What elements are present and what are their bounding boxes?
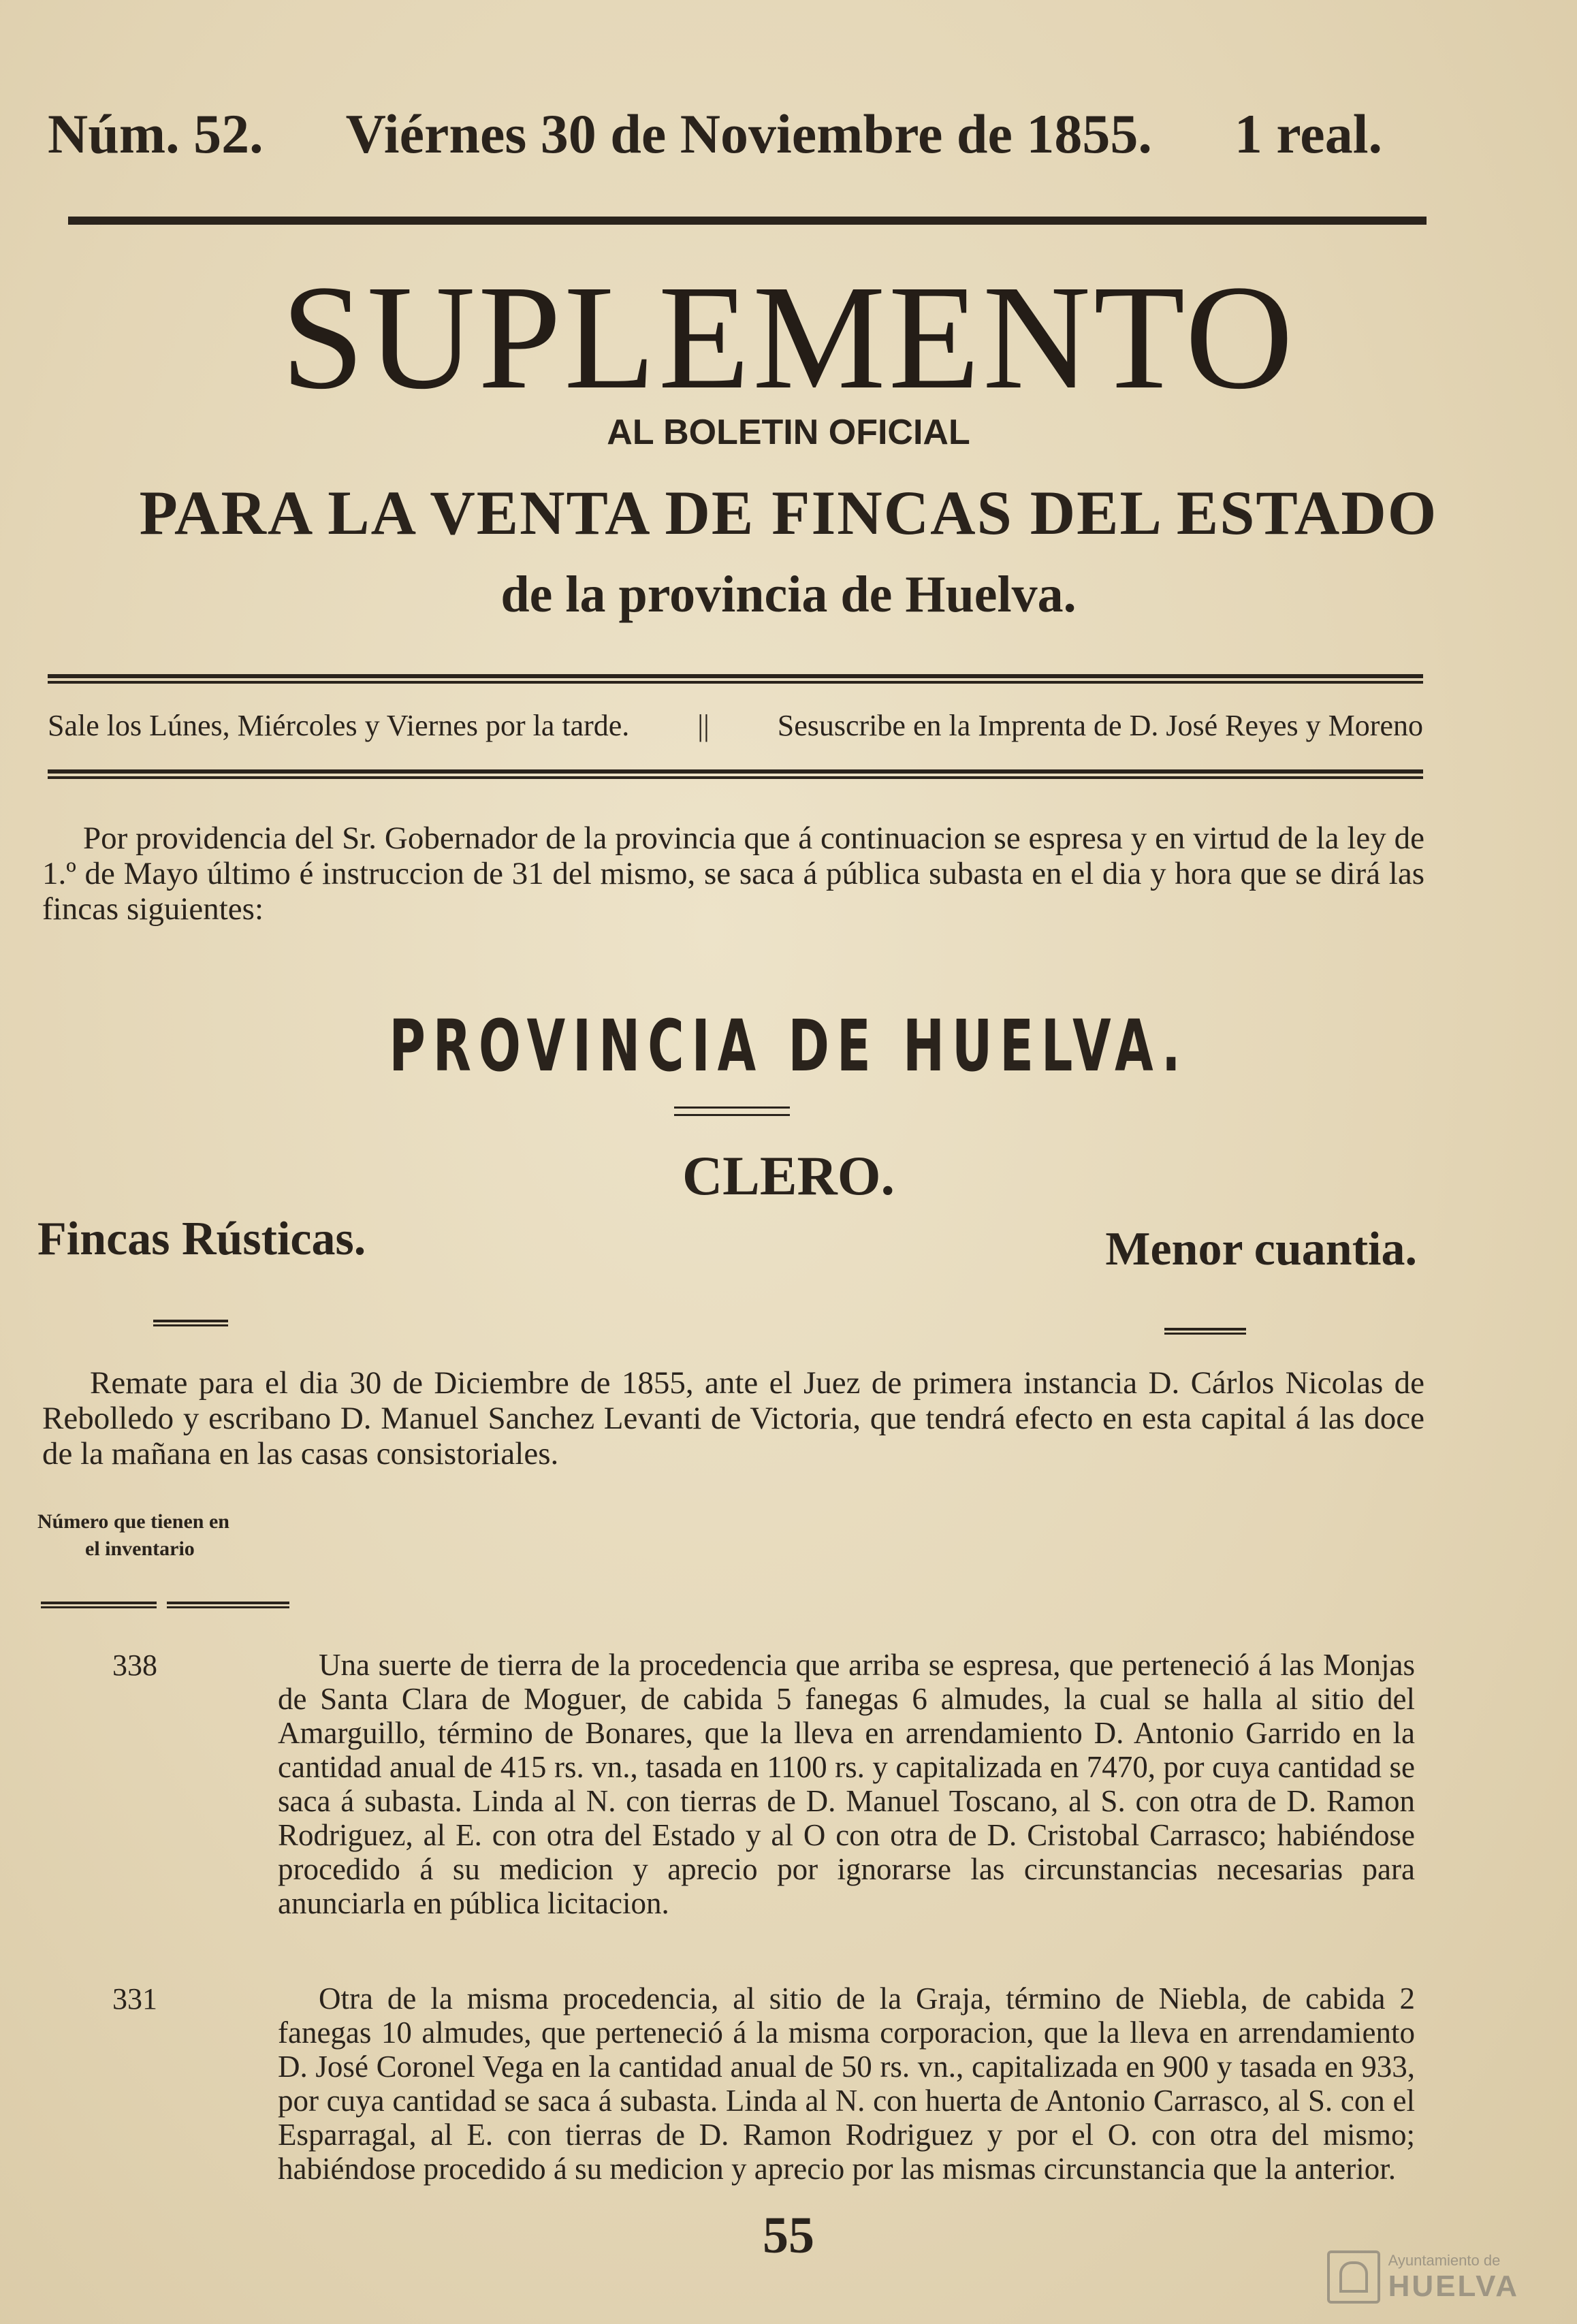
double-rule-bottom [48, 769, 1423, 779]
building-icon [1327, 2250, 1380, 2304]
inventory-label-line2: el inventario [85, 1538, 195, 1560]
ornament-rule-2 [1164, 1328, 1246, 1335]
entry-number: 338 [112, 1649, 157, 1682]
masthead [48, 102, 1382, 166]
intro-paragraph: Por providencia del Sr. Gobernador de la provincia que á continuacion se espresa y en virtud de la ley de 1.º de Mayo último é instruccion de 31 del mismo, se saca á pública subasta en el dia y hora que se dirá las fincas siguientes: [42, 821, 1424, 927]
masthead-rule [68, 217, 1427, 225]
publication-separator: || [697, 709, 710, 742]
venta-title: PARA LA VENTA DE FINCAS DEL ESTADO [139, 478, 1438, 547]
subtitle: AL BOLETIN OFICIAL [607, 413, 970, 452]
publication-subscribe: Sesuscribe en la Imprenta de D. José Reyes y Moreno [777, 709, 1423, 742]
watermark-logo [1327, 2250, 1519, 2304]
ornament-rule-1 [153, 1320, 228, 1326]
provincia-title: de la provincia de Huelva. [500, 566, 1077, 623]
inventory-rule-1 [41, 1602, 157, 1608]
logo-big-text: HUELVA [1388, 2270, 1519, 2303]
page-number: 55 [763, 2207, 814, 2264]
entry-text: Otra de la misma procedencia, al sitio de la Graja, término de Niebla, de cabida 2 fanegas 10 almudes, que perteneció á la misma corporacion, que la lleva en arrendamiento D. José Coronel Vega en la cantidad anual de 50 rs. vn., capitalizada en 900 y tasada en 933, por cuya cantidad se saca á subasta. Linda al N. con huerta de Antonio Carrasco, al S. con el Esparragal, al E. con tierras de D. Ramon Rodriguez y por el O. con otra del mismo; habiéndose procedido á su medicion y aprecio por las mismas circunstancia que la anterior. [278, 1981, 1415, 2186]
inventory-label-line1: Número que tienen en [37, 1510, 229, 1533]
inventory-label [37, 1508, 229, 1563]
logo-text [1388, 2252, 1519, 2304]
logo-small-text: Ayuntamiento de [1388, 2252, 1501, 2269]
section-fincas: Fincas Rústicas. [37, 1213, 366, 1265]
section-rule [674, 1107, 790, 1116]
entry-number: 331 [112, 1982, 157, 2016]
entry-text: Una suerte de tierra de la procedencia que arriba se espresa, que perteneció á las Monjas de Santa Clara de Moguer, de cabida 5 fanegas 6 almudes, la cual se halla al sitio del Amarguillo, término de Bonares, que la lleva en arrendamiento D. Antonio Garrido en la cantidad anual de 415 rs. vn., tasada en 1100 rs. y capitalizada en 7470, por cuya cantidad se saca á subasta. Linda al N. con tierras de D. Manuel Toscano, al S. con otra de D. Ramon Rodriguez, al E. con otra del Estado y al O con otra de D. Cristobal Carrasco; habiéndose procedido á su medicion y aprecio por ignorarse las circunstancias necesarias para anunciarla en pública licitacion. [278, 1648, 1415, 1920]
main-title: SUPLEMENTO [281, 254, 1296, 420]
publication-days: Sale los Lúnes, Miércoles y Viernes por la tarde. [48, 709, 630, 742]
double-rule-top [48, 674, 1423, 684]
issue-date: Viérnes 30 de Noviembre de 1855. [345, 103, 1152, 165]
publication-line [48, 708, 1423, 743]
issue-number: Núm. 52. [48, 103, 264, 165]
issue-price: 1 real. [1234, 103, 1382, 165]
section-cuantia: Menor cuantia. [1105, 1223, 1417, 1275]
remate-paragraph: Remate para el dia 30 de Diciembre de 1855, ante el Juez de primera instancia D. Cárlos Nicolas de Rebolledo y escribano D. Manuel Sanchez Levanti de Victoria, que tendrá efecto en esta capital á las doce de la mañana en las casas consistoriales. [42, 1365, 1424, 1471]
section-clero: CLERO. [682, 1145, 895, 1207]
inventory-rule-2 [167, 1602, 289, 1608]
section-provincia: PROVINCIA DE HUELVA. [389, 1004, 1188, 1087]
